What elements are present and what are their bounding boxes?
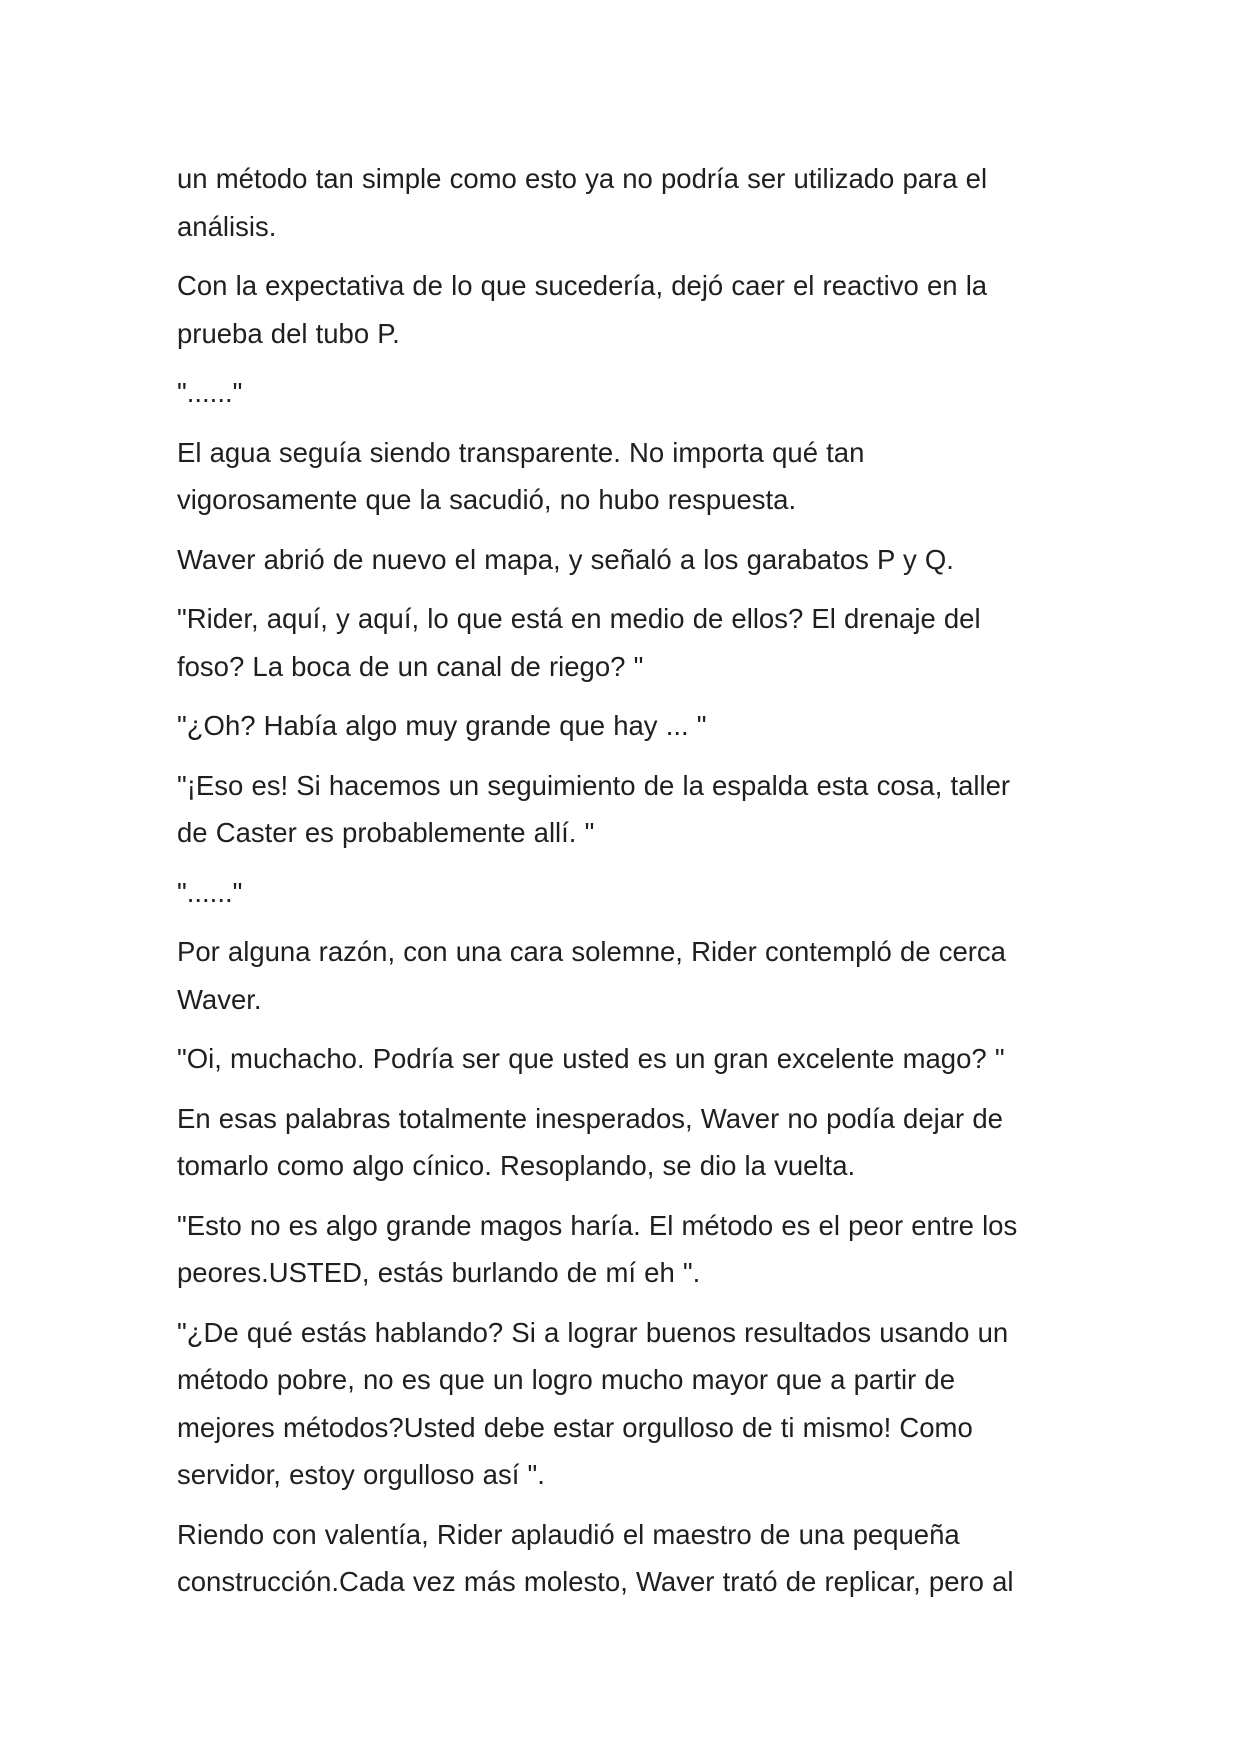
text-line: vigorosamente que la sacudió, no hubo respuesta.	[177, 484, 797, 515]
text-line: "......"	[177, 377, 243, 408]
paragraph	[177, 928, 1077, 1023]
text-line: Waver.	[177, 983, 262, 1015]
text-line: foso? La boca de un canal de riego? "	[177, 650, 644, 682]
text-line: Por alguna razón, con una cara solemne, Rider contempló de cerca	[177, 936, 1006, 967]
text-line: método pobre, no es que un logro mucho mayor que a partir de	[177, 1364, 956, 1395]
text-line: tomarlo como algo cínico. Resoplando, se dio la vuelta.	[177, 1150, 856, 1181]
text-line: En esas palabras totalmente inesperados, Waver no podía dejar de	[177, 1102, 1003, 1134]
paragraph	[177, 762, 1077, 857]
text-line: construcción.Cada vez más molesto, Waver trató de replicar, pero al	[177, 1566, 1014, 1597]
body-text	[177, 155, 1077, 1618]
text-line: mejores métodos?Usted debe estar orgulloso de ti mismo! Como	[177, 1411, 973, 1443]
paragraph	[177, 536, 1077, 584]
paragraph	[177, 155, 1077, 250]
paragraph	[177, 1095, 1077, 1190]
text-line: "Oi, muchacho. Podría ser que usted es un gran excelente mago? "	[177, 1043, 1005, 1074]
text-line: análisis.	[177, 210, 277, 242]
paragraph	[177, 595, 1077, 690]
paragraph	[177, 262, 1077, 357]
text-line: Con la expectativa de lo que sucedería, dejó caer el reactivo en la	[177, 270, 988, 301]
text-line: "Rider, aquí, y aquí, lo que está en medio de ellos? El drenaje del	[177, 603, 981, 634]
text-line: El agua seguía siendo transparente. No importa qué tan	[177, 436, 865, 468]
paragraph	[177, 869, 1077, 917]
paragraph	[177, 702, 1077, 750]
text-line: peores.USTED, estás burlando de mí eh ".	[177, 1257, 701, 1288]
text-line: de Caster es probablemente allí. "	[177, 817, 595, 848]
text-line: Riendo con valentía, Rider aplaudió el maestro de una pequeña	[177, 1518, 960, 1550]
text-line: "¡Eso es! Si hacemos un seguimiento de la espalda esta cosa, taller	[177, 769, 1011, 801]
text-line: "¿Oh? Había algo muy grande que hay ... "	[177, 710, 707, 741]
paragraph	[177, 1202, 1077, 1297]
paragraph	[177, 369, 1077, 417]
paragraph	[177, 1511, 1077, 1606]
text-line: "Esto no es algo grande magos haría. El método es el peor entre los	[177, 1209, 1018, 1241]
paragraph	[177, 429, 1077, 524]
text-line: Waver abrió de nuevo el mapa, y señaló a los garabatos P y Q.	[177, 543, 954, 575]
text-line: servidor, estoy orgulloso así ".	[177, 1459, 545, 1490]
text-line: un método tan simple como esto ya no podría ser utilizado para el	[177, 163, 988, 194]
text-line: "......"	[177, 876, 243, 908]
paragraph	[177, 1309, 1077, 1499]
paragraph	[177, 1035, 1077, 1083]
text-line: "¿De qué estás hablando? Si a lograr buenos resultados usando un	[177, 1316, 1009, 1348]
text-line: prueba del tubo P.	[177, 317, 400, 349]
